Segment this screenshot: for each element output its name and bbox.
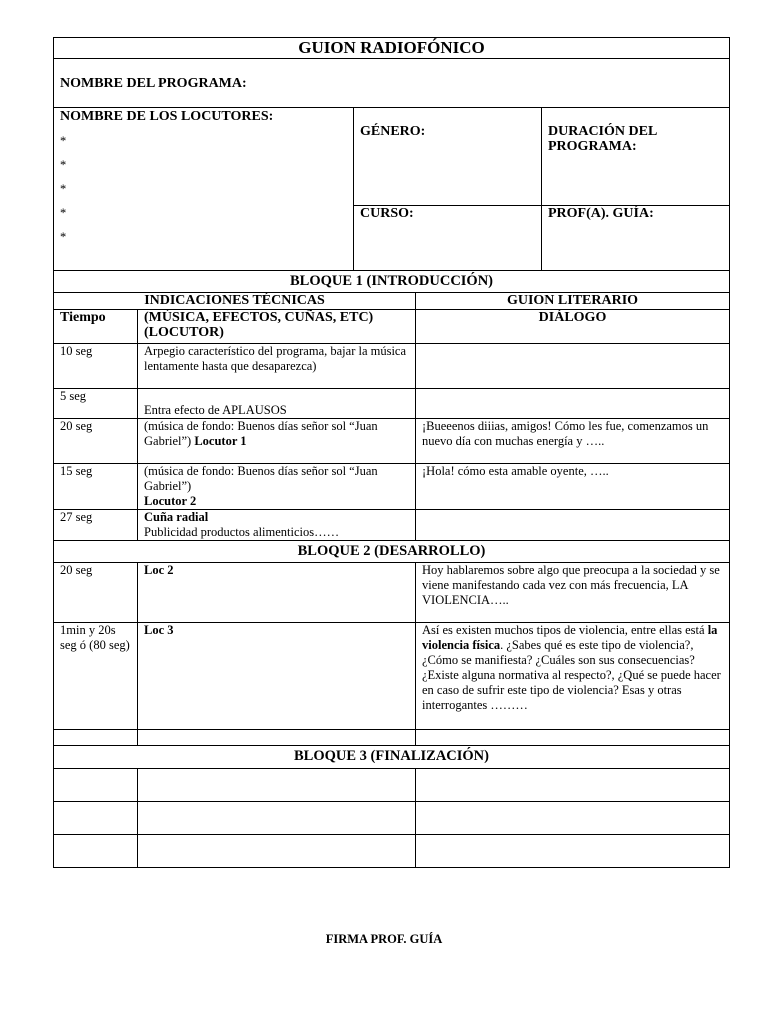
dialog-text: Así es existen muchos tipos de violencia, entre ellas está (422, 623, 708, 637)
block3-title: BLOQUE 3 (FINALIZACIÓN) (54, 746, 730, 769)
empty-cell (138, 802, 416, 835)
empty-cell (54, 802, 138, 835)
tech-text: Publicidad productos alimenticios…… (144, 525, 340, 539)
empty-cell (54, 769, 138, 802)
announcer-bullet: * (60, 182, 67, 196)
dialog-cell (416, 623, 730, 730)
empty-cell (138, 769, 416, 802)
table-row (54, 344, 730, 389)
signature-label: FIRMA PROF. GUÍA (325, 932, 443, 946)
tech-cell: Loc 2 (138, 563, 416, 623)
table-row (54, 563, 730, 623)
genre-label: GÉNERO: (360, 124, 426, 139)
course-label: CURSO: (360, 206, 414, 221)
program-name-label: NOMBRE DEL PROGRAMA: (60, 75, 247, 91)
announcer-bullet: * (60, 230, 67, 244)
dialog-cell (416, 389, 730, 419)
time-cell: 20 seg (54, 563, 138, 623)
announcer-bullet: * (60, 158, 67, 172)
tech-cell (138, 464, 416, 510)
time-cell: 1min y 20s seg ó (80 seg) (54, 623, 138, 730)
tech-cell (138, 419, 416, 464)
dialog-header: DIÁLOGO (416, 310, 730, 344)
dialog-emphasis: la violencia física (422, 623, 718, 652)
page-title: GUION RADIOFÓNICO (54, 38, 730, 59)
dialog-cell (416, 510, 730, 541)
speaker-label: Locutor 2 (144, 494, 197, 508)
table-row (54, 730, 730, 746)
empty-cell (54, 835, 138, 868)
empty-cell (138, 730, 416, 746)
script-table (53, 270, 730, 868)
time-header: Tiempo (54, 310, 138, 344)
dialog-cell: ¡Bueeenos diiias, amigos! Cómo les fue, comenzamos un nuevo día con muchas energía y ….. (416, 419, 730, 464)
time-cell: 10 seg (54, 344, 138, 389)
time-cell: 27 seg (54, 510, 138, 541)
tech-cell: Arpegio característico del programa, bajar la música lentamente hasta que desaparezca) (138, 344, 416, 389)
table-row (54, 623, 730, 730)
table-row (54, 769, 730, 802)
dialog-text: . ¿Sabes qué es este tipo de violencia?, ¿Cómo se manifiesta? ¿Cuáles son sus consecuencias? ¿Existe alguna normativa al respecto?, ¿Qué se puede hacer en caso de sufrir este tipo de violencia? Esas y otras interrogantes ……… (422, 638, 721, 712)
empty-cell (416, 769, 730, 802)
announcer-bullet: * (60, 206, 67, 220)
empty-cell (138, 835, 416, 868)
tech-cell: Loc 3 (138, 623, 416, 730)
table-row (54, 419, 730, 464)
dialog-cell: Hoy hablaremos sobre algo que preocupa a la sociedad y se viene manifestando cada vez con más frecuencia, LA VIOLENCIA….. (416, 563, 730, 623)
speaker-label: Cuña radial (144, 510, 209, 524)
tech-header: INDICACIONES TÉCNICAS (54, 293, 416, 310)
speaker-label: Locutor 1 (194, 434, 247, 448)
teacher-label: PROF(A). GUÍA: (548, 206, 654, 221)
table-row (54, 835, 730, 868)
empty-cell (416, 802, 730, 835)
tech-text: (música de fondo: Buenos días señor sol “Juan Gabriel”) (144, 464, 378, 493)
tech-cell (138, 510, 416, 541)
time-cell: 15 seg (54, 464, 138, 510)
empty-cell (54, 730, 138, 746)
table-row (54, 389, 730, 419)
announcer-bullet: * (60, 134, 67, 148)
table-row (54, 510, 730, 541)
time-cell: 5 seg (54, 389, 138, 419)
time-cell: 20 seg (54, 419, 138, 464)
table-row (54, 802, 730, 835)
announcers-label: NOMBRE DE LOS LOCUTORES: (60, 109, 274, 124)
block1-title: BLOQUE 1 (INTRODUCCIÓN) (54, 271, 730, 293)
empty-cell (416, 835, 730, 868)
duration-label: DURACIÓN DEL PROGRAMA: (548, 124, 657, 154)
literary-header: GUION LITERARIO (416, 293, 730, 310)
empty-cell (416, 730, 730, 746)
table-row (54, 464, 730, 510)
block2-title: BLOQUE 2 (DESARROLLO) (54, 541, 730, 563)
dialog-cell (416, 344, 730, 389)
tech-text: (música de fondo: Buenos días señor sol “Juan Gabriel”) (144, 419, 378, 448)
dialog-cell: ¡Hola! cómo esta amable oyente, ….. (416, 464, 730, 510)
music-header: (MÚSICA, EFECTOS, CUÑAS, ETC) (LOCUTOR) (138, 310, 416, 344)
tech-cell: Entra efecto de APLAUSOS (138, 389, 416, 419)
header-table (53, 37, 730, 271)
